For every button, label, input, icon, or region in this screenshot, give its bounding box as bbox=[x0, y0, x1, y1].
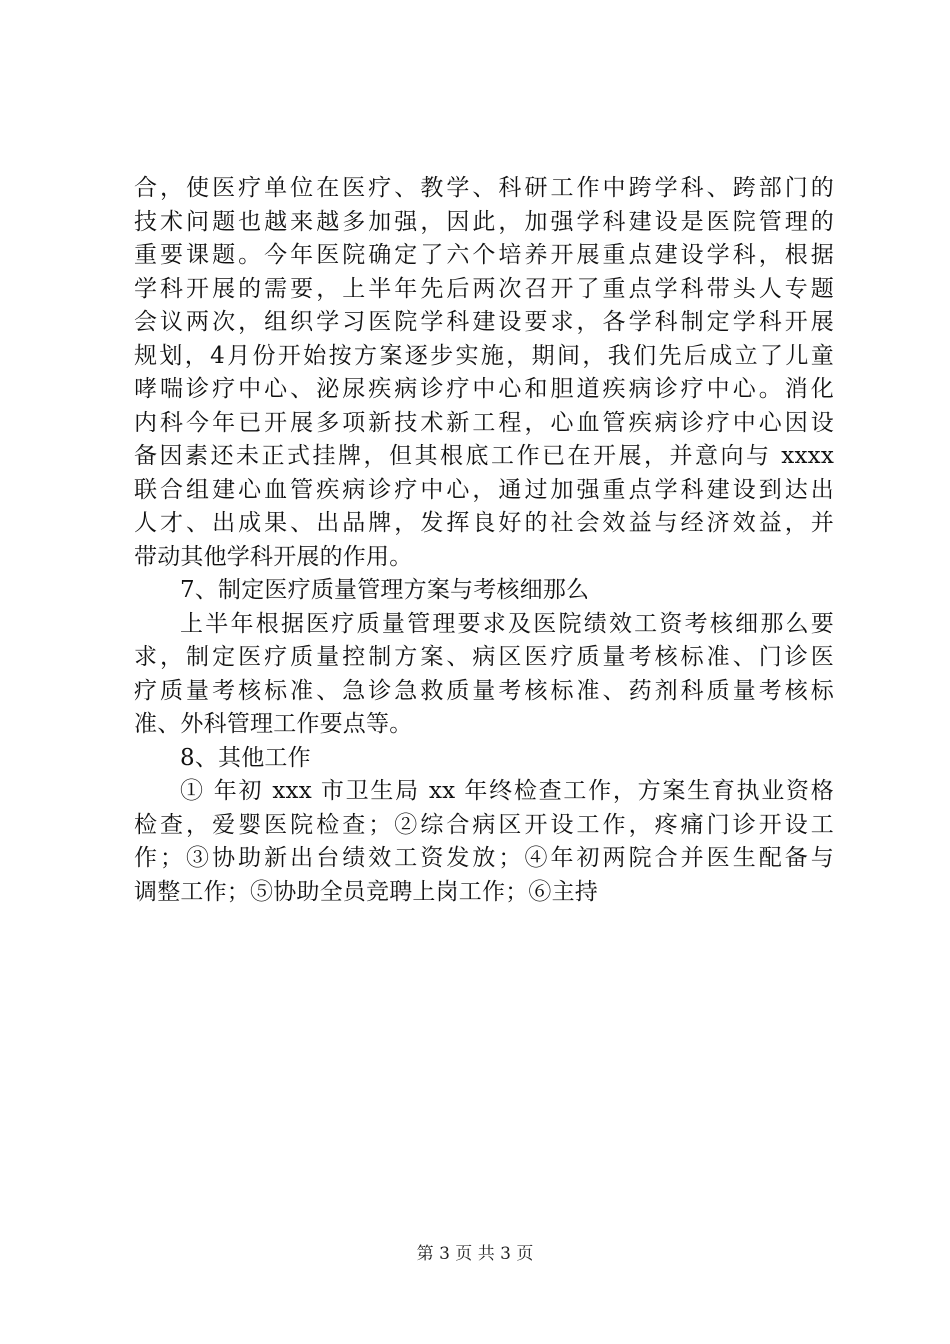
text-line: 学科开展的需要，上半年先后两次召开了重点学科带头人专题 bbox=[134, 275, 834, 302]
text-line: 会议两次，组织学习医院学科建设要求，各学科制定学科开展 bbox=[134, 309, 834, 335]
text-line: 内科今年已开展多项新技术新工程，心血管疾病诊疗中心因设 bbox=[134, 409, 834, 436]
text-line: 作；③协助新出台绩效工资发放；④年初两院合并医生配备与 bbox=[134, 845, 834, 871]
text-line: 带动其他学科开展的作用。 bbox=[134, 543, 413, 570]
section-heading-8: 8、其他工作 bbox=[180, 744, 311, 771]
text-line: 哮喘诊疗中心、泌尿疾病诊疗中心和胆道疾病诊疗中心。消化 bbox=[134, 376, 834, 402]
section-heading-7: 7、制定医疗质量管理方案与考核细那么 bbox=[180, 577, 590, 603]
text-line: 联合组建心血管疾病诊疗中心，通过加强重点学科建设到达出 bbox=[134, 476, 834, 503]
text-line: 上半年根据医疗质量管理要求及医院绩效工资考核细那么要 bbox=[180, 610, 834, 637]
text-line: 调整工作；⑤协助全员竞聘上岗工作；⑥主持 bbox=[134, 878, 598, 905]
text-line: 人才、出成果、出品牌，发挥良好的社会效益与经济效益，并 bbox=[134, 510, 834, 536]
text-line: ① 年初 xxx 市卫生局 xx 年终检查工作，方案生育执业资格 bbox=[180, 778, 834, 804]
body-text bbox=[134, 172, 834, 909]
text-line: 合，使医疗单位在医疗、教学、科研工作中跨学科、跨部门的 bbox=[134, 175, 834, 201]
text-line: 备因素还未正式挂牌，但其根底工作已在开展，并意向与 xxxx bbox=[134, 443, 834, 469]
text-line: 规划，4月份开始按方案逐步实施，期间，我们先后成立了儿童 bbox=[134, 342, 834, 369]
text-line: 准、外科管理工作要点等。 bbox=[134, 711, 413, 737]
page-footer: 第 3 页 共 3 页 bbox=[416, 1244, 534, 1264]
text-line: 检查，爱婴医院检查；②综合病区开设工作，疼痛门诊开设工 bbox=[134, 811, 834, 838]
text-line: 疗质量考核标准、急诊急救质量考核标准、药剂科质量考核标 bbox=[134, 677, 834, 704]
text-line: 技术问题也越来越多加强，因此，加强学科建设是医院管理的 bbox=[134, 208, 834, 235]
text-line: 求，制定医疗质量控制方案、病区医疗质量考核标准、门诊医 bbox=[134, 644, 834, 670]
text-line: 重要课题。今年医院确定了六个培养开展重点建设学科，根据 bbox=[134, 242, 834, 268]
